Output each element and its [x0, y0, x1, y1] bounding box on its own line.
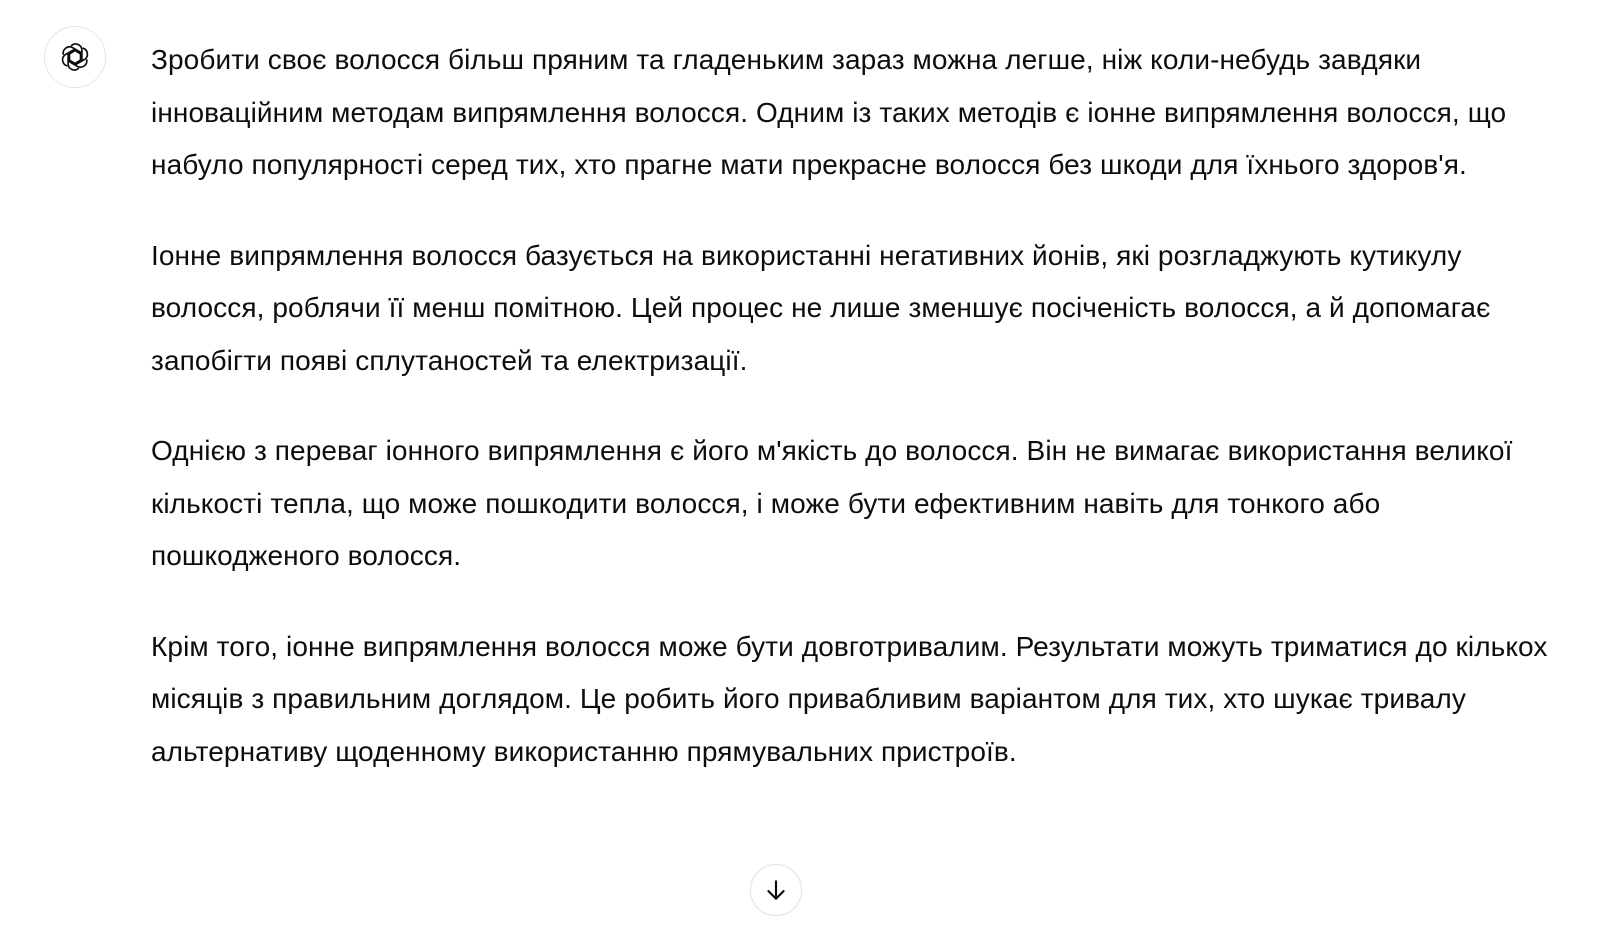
- assistant-avatar: [44, 26, 106, 88]
- scroll-to-bottom-button[interactable]: [750, 864, 802, 916]
- arrow-down-icon: [763, 877, 789, 903]
- message-paragraph: Іонне випрямлення волосся базується на використанні негативних йонів, які розгладжують кутикулу волосся, роблячи її менш помітною. Цей процес не лише зменшує посіченість волосся, а й допомагає запобігти появі сплутаностей та електризації.: [151, 239, 1491, 376]
- message-paragraph: Зробити своє волосся більш пряним та гладеньким зараз можна легше, ніж коли-небудь завдяки інноваційним методам випрямлення волосся. Одним із таких методів є іонне випрямлення волосся, що набуло популярності серед тих, хто прагне мати прекрасне волосся без шкоди для їхнього здоров'я.: [151, 44, 1507, 180]
- message-paragraph: Крім того, іонне випрямлення волосся може бути довготривалим. Результати можуть триматися до кількох місяців з правильним доглядом. Це робить його привабливим варіантом для тих, хто шукає тривалу альтернативу щоденному використанню прямувальних пристроїв.: [151, 630, 1548, 767]
- message-paragraph: Однією з переваг іонного випрямлення є його м'якість до волосся. Він не вимагає використання великої кількості тепла, що може пошкодити волосся, і може бути ефективним навіть для тонкого або пошкодженого волосся.: [151, 435, 1513, 571]
- assistant-message: [151, 34, 1571, 816]
- openai-logo-icon: [57, 39, 93, 75]
